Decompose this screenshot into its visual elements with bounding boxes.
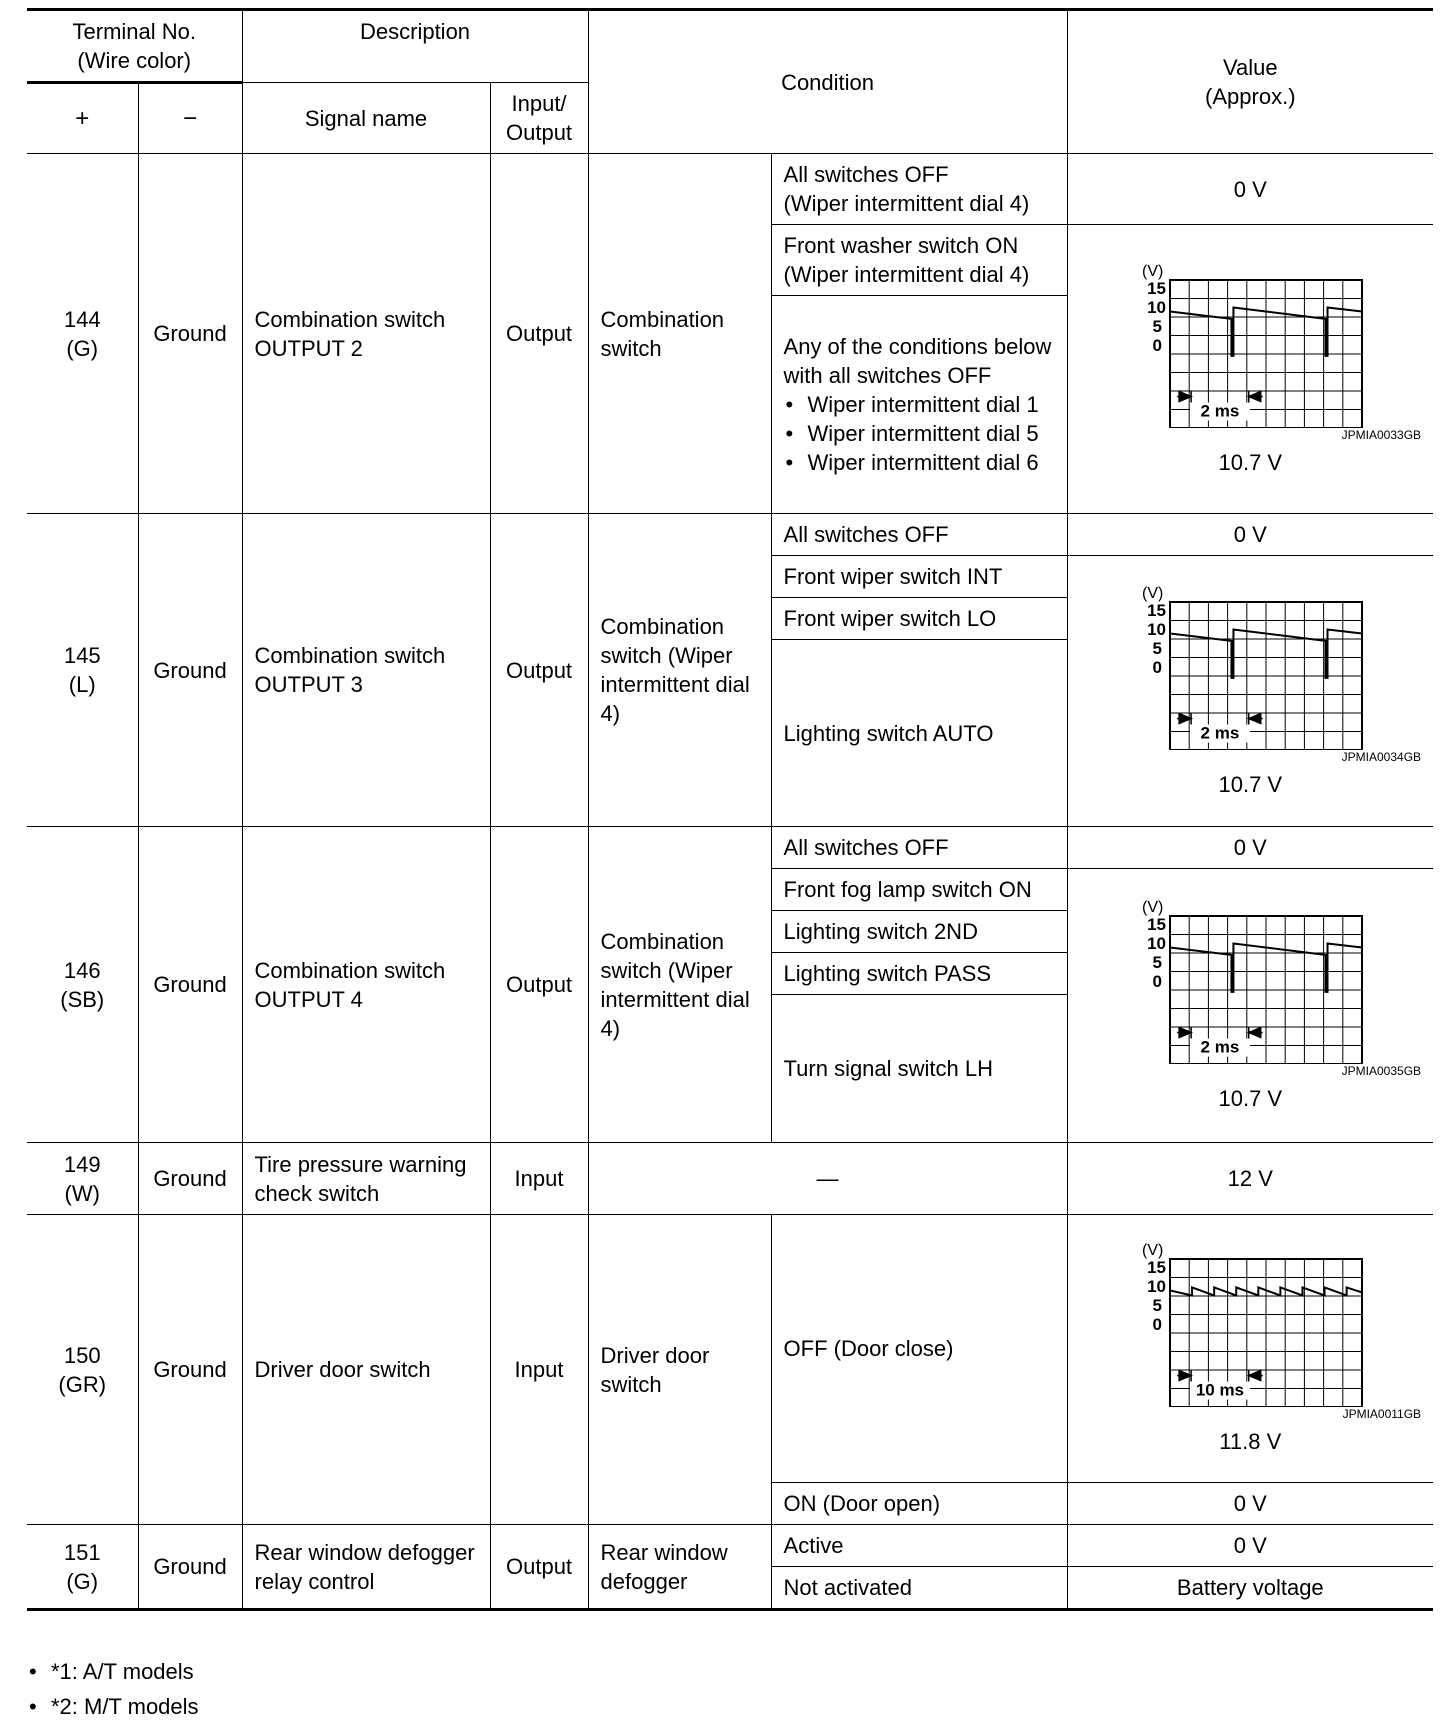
sub-condition-cell: OFF (Door close) xyxy=(771,1215,1067,1483)
value-cell: 0 V xyxy=(1067,1483,1433,1525)
tick-label: 5 xyxy=(1152,638,1163,658)
header-row xyxy=(27,10,1433,83)
time-scale-label: 2 ms xyxy=(1200,723,1240,743)
waveform-value-cell xyxy=(1067,225,1433,514)
ground-cell: Ground xyxy=(138,1143,242,1215)
tick-label: 15 xyxy=(1147,915,1167,934)
sub-condition-cell: Front washer switch ON (Wiper intermittent dial 4) xyxy=(771,225,1067,296)
table-row xyxy=(27,154,1433,225)
waveform-value-cell xyxy=(1067,556,1433,827)
sub-condition-cell: All switches OFF xyxy=(771,827,1067,869)
wire-color: (G) xyxy=(66,1568,99,1594)
signal-name-cell: Driver door switch xyxy=(242,1215,490,1525)
terminal-spec-table xyxy=(27,8,1433,1611)
io-cell: Input xyxy=(490,1215,588,1525)
terminal-header xyxy=(27,10,242,83)
signal-name-header: Signal name xyxy=(242,83,490,154)
terminal-number: 150 xyxy=(63,1342,101,1368)
terminal-no-label: Terminal No. xyxy=(72,19,196,44)
arrow-head xyxy=(1249,391,1261,401)
tick-label: 10 xyxy=(1147,934,1167,953)
units-label: (V) xyxy=(1142,1242,1164,1259)
signal-name-cell: Combination switch OUTPUT 3 xyxy=(242,514,490,827)
value-text: 10.7 V xyxy=(1218,449,1283,475)
plus-header: + xyxy=(27,83,138,154)
tick-label: 5 xyxy=(1152,316,1163,336)
wire-color: (G) xyxy=(66,335,99,361)
ground-cell: Ground xyxy=(138,827,242,1143)
waveform-chart xyxy=(1130,582,1370,750)
table-row xyxy=(27,1525,1433,1567)
tick-label: 0 xyxy=(1152,657,1163,677)
io-cell: Output xyxy=(490,514,588,827)
value-cell: 0 V xyxy=(1067,154,1433,225)
footnote-item: • *1: A/T models xyxy=(27,1654,199,1689)
table-row xyxy=(27,1215,1433,1483)
table-row xyxy=(27,827,1433,869)
value-text: 11.8 V xyxy=(1219,1429,1282,1454)
condition-list xyxy=(784,390,1055,477)
waveform-value-cell xyxy=(1067,869,1433,1143)
terminal-cell xyxy=(27,514,138,827)
signal-name-cell: Rear window defogger relay control xyxy=(242,1525,490,1610)
list-item: • Wiper intermittent dial 6 xyxy=(784,448,1055,477)
sub-condition-cell: Lighting switch 2ND xyxy=(771,911,1067,953)
tick-label: 0 xyxy=(1152,972,1163,991)
time-scale-label: 2 ms xyxy=(1200,401,1240,421)
units-label: (V) xyxy=(1142,899,1164,916)
io-cell: Input xyxy=(490,1143,588,1215)
units-label: (V) xyxy=(1142,584,1164,602)
condition-cell: — xyxy=(588,1143,1067,1215)
condition-cell: Rear window defogger xyxy=(588,1525,771,1610)
sub-condition-cell: ON (Door open) xyxy=(771,1483,1067,1525)
tick-label: 15 xyxy=(1147,600,1167,620)
sub-condition-cell: All switches OFF (Wiper intermittent dial 4) xyxy=(771,154,1067,225)
sub-condition-cell: Front fog lamp switch ON xyxy=(771,869,1067,911)
value-cell: 0 V xyxy=(1067,514,1433,556)
io-header: Input/ Output xyxy=(490,83,588,154)
terminal-cell xyxy=(27,1143,138,1215)
approx-label: (Approx.) xyxy=(1205,84,1296,109)
signal-name-cell: Tire pressure warning check switch xyxy=(242,1143,490,1215)
tick-label: 0 xyxy=(1152,335,1163,355)
sub-condition-cell: All switches OFF xyxy=(771,514,1067,556)
condition-intro: Any of the conditions below with all switches OFF xyxy=(783,334,1052,388)
wire-color: (L) xyxy=(68,672,96,697)
sub-condition-cell: Turn signal switch LH xyxy=(771,995,1067,1143)
io-cell: Output xyxy=(490,1525,588,1610)
figure-id: JPMIA0034GB xyxy=(1341,749,1422,764)
figure-id: JPMIA0035GB xyxy=(1341,1064,1422,1078)
tick-label: 10 xyxy=(1147,297,1167,317)
terminal-number: 149 xyxy=(63,1151,101,1177)
sub-condition-cell xyxy=(771,296,1067,514)
condition-cell: Combination switch (Wiper intermittent dial 4) xyxy=(588,514,771,827)
table-row xyxy=(27,1143,1433,1215)
footnotes xyxy=(27,1654,199,1724)
ground-cell: Ground xyxy=(138,1215,242,1525)
list-item: • Wiper intermittent dial 1 xyxy=(784,390,1055,419)
condition-header: Condition xyxy=(588,10,1067,154)
value-cell: 0 V xyxy=(1067,1525,1433,1567)
tick-label: 5 xyxy=(1152,1296,1163,1315)
value-cell: Battery voltage xyxy=(1067,1567,1433,1610)
terminal-number: 151 xyxy=(63,1539,101,1565)
figure-id: JPMIA0033GB xyxy=(1341,427,1422,442)
value-label: Value xyxy=(1222,55,1278,80)
waveform-chart xyxy=(1130,896,1370,1064)
condition-cell: Combination switch (Wiper intermittent dial 4) xyxy=(588,827,771,1143)
value-cell: 12 V xyxy=(1067,1143,1433,1215)
arrow-head xyxy=(1249,713,1261,723)
wire-color-label: (Wire color) xyxy=(77,48,192,73)
sub-condition-cell: Front wiper switch INT xyxy=(771,556,1067,598)
ground-cell: Ground xyxy=(138,154,242,514)
value-text: 10.7 V xyxy=(1218,771,1283,797)
signal-name-cell: Combination switch OUTPUT 4 xyxy=(242,827,490,1143)
value-header xyxy=(1067,10,1433,154)
ground-cell: Ground xyxy=(138,514,242,827)
wire-color: (W) xyxy=(64,1180,100,1206)
terminal-number: 145 xyxy=(63,643,101,668)
description-header: Description xyxy=(242,10,588,83)
figure-id: JPMIA0011GB xyxy=(1342,1407,1422,1421)
sub-condition-cell: Lighting switch AUTO xyxy=(771,640,1067,827)
terminal-number: 144 xyxy=(63,306,101,332)
signal-name-cell: Combination switch OUTPUT 2 xyxy=(242,154,490,514)
waveform-chart xyxy=(1130,1239,1370,1407)
footnote-item: • *2: M/T models xyxy=(27,1689,199,1724)
time-scale-label: 10 ms xyxy=(1196,1380,1245,1400)
io-cell: Output xyxy=(490,154,588,514)
tick-label: 10 xyxy=(1147,1277,1167,1296)
table-row xyxy=(27,514,1433,556)
units-label: (V) xyxy=(1142,262,1164,280)
terminal-cell xyxy=(27,827,138,1143)
sub-condition-cell: Lighting switch PASS xyxy=(771,953,1067,995)
value-text: 10.7 V xyxy=(1218,1086,1283,1111)
value-cell: 0 V xyxy=(1067,827,1433,869)
arrow-head xyxy=(1249,1028,1261,1038)
terminal-cell xyxy=(27,1215,138,1525)
sub-condition-cell: Active xyxy=(771,1525,1067,1567)
time-scale-label: 2 ms xyxy=(1200,1037,1240,1057)
tick-label: 5 xyxy=(1152,953,1163,972)
minus-header: − xyxy=(138,83,242,154)
sub-condition-cell: Not activated xyxy=(771,1567,1067,1610)
condition-cell: Combination switch xyxy=(588,154,771,514)
condition-cell: Driver door switch xyxy=(588,1215,771,1525)
terminal-number: 146 xyxy=(63,957,101,983)
tick-label: 15 xyxy=(1147,278,1167,298)
arrow-head xyxy=(1249,1371,1261,1381)
sub-condition-cell: Front wiper switch LO xyxy=(771,598,1067,640)
io-cell: Output xyxy=(490,827,588,1143)
waveform-value-cell xyxy=(1067,1215,1433,1483)
tick-label: 10 xyxy=(1147,619,1167,639)
tick-label: 0 xyxy=(1152,1315,1163,1334)
wire-color: (SB) xyxy=(60,986,105,1012)
wire-color: (GR) xyxy=(58,1371,107,1397)
list-item: • Wiper intermittent dial 5 xyxy=(784,419,1055,448)
waveform-chart xyxy=(1130,260,1370,428)
ground-cell: Ground xyxy=(138,1525,242,1610)
terminal-cell xyxy=(27,1525,138,1610)
terminal-cell xyxy=(27,154,138,514)
tick-label: 15 xyxy=(1147,1258,1167,1277)
